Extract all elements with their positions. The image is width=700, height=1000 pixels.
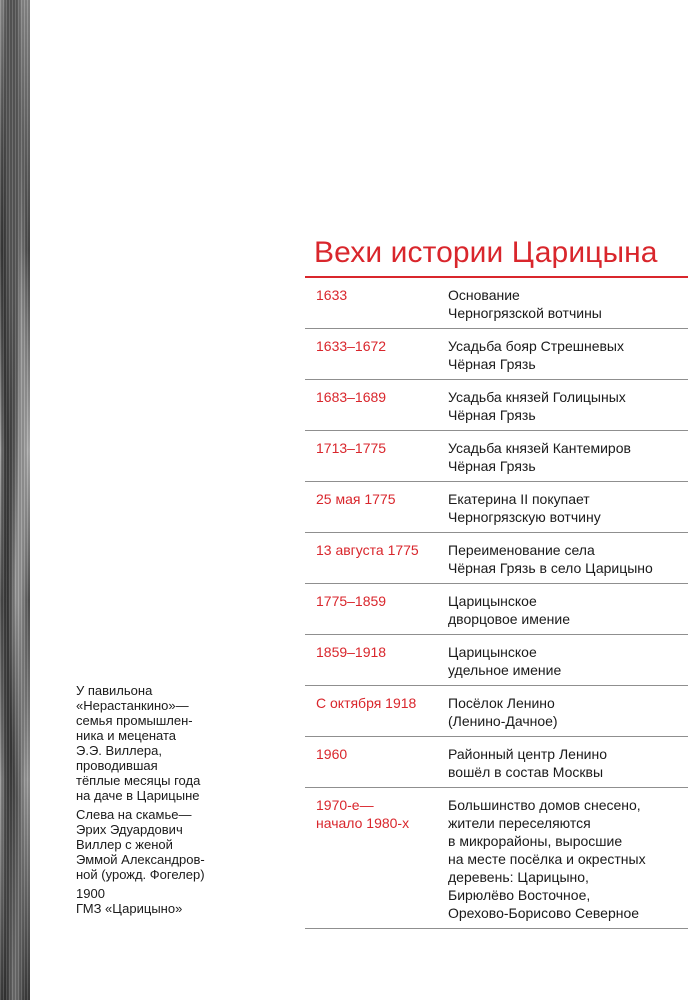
timeline-event-line: на месте посёлка и окрестных [448,851,646,867]
timeline-event-line: Черногрязской вотчины [448,305,602,321]
timeline-date: 25 мая 1775 [316,491,396,507]
timeline-event-line: Основание [448,287,520,303]
timeline-date: 1859–1918 [316,644,387,660]
timeline-row [305,635,688,686]
timeline-event-line: в микрорайоны, выросшие [448,833,623,849]
timeline-event-line: вошёл в состав Москвы [448,764,604,780]
timeline-event [448,490,688,526]
caption-line: Эрих Эдуардович [76,822,183,837]
timeline-event [448,694,688,730]
timeline-event [448,337,688,373]
timeline-event-line: жители переселяются [448,815,591,831]
caption-line: У павильона [76,683,153,698]
caption-line: Виллер с женой [76,837,173,852]
timeline-event-line: Усадьба князей Голицыных [448,389,626,405]
caption-paragraph [76,886,276,916]
timeline-event-line: Чёрная Грязь [448,458,536,474]
timeline-row [305,686,688,737]
timeline-event-line: деревень: Царицыно, [448,869,589,885]
caption-line: «Нерастанкино»— [76,698,189,713]
timeline-event-line: Черногрязскую вотчину [448,509,601,525]
timeline-row [305,278,688,329]
timeline-date: С октября 1918 [316,695,417,711]
timeline-event-line: Чёрная Грязь [448,407,536,423]
timeline-event [448,643,688,679]
caption-line: ГМЗ «Царицыно» [76,901,183,916]
caption-line: семья промышлен- [76,713,193,728]
caption-line: Э.Э. Виллера, [76,743,162,758]
caption-line: ной (урожд. Фогелер) [76,867,205,882]
timeline-row [305,431,688,482]
timeline-event [448,796,688,922]
timeline-date: 13 августа 1775 [316,542,419,558]
caption-line: Слева на скамье— [76,807,192,822]
timeline-row [305,380,688,431]
timeline-event-line: Большинство домов снесено, [448,797,641,813]
timeline-event-line: Районный центр Ленино [448,746,608,762]
caption-paragraph [76,683,276,803]
timeline-event-line: Чёрная Грязь в село Царицыно [448,560,653,576]
timeline-row [305,584,688,635]
timeline-event-line: Царицынское [448,644,537,660]
timeline-event-line: Орехово-Борисово Северное [448,905,640,921]
timeline-event [448,388,688,424]
timeline-event-line: Екатерина II покупает [448,491,590,507]
caption-line: 1900 [76,886,105,901]
timeline-date: 1633 [316,287,348,303]
timeline-row [305,788,688,929]
timeline-date: 1960 [316,746,348,762]
caption-line: проводившая [76,758,158,773]
timeline-event-line: Бирюлёво Восточное, [448,887,591,903]
timeline-row [305,329,688,380]
timeline-event-line: Посёлок Ленино [448,695,555,711]
timeline-event-line: Переименование села [448,542,595,558]
timeline-date: 1683–1689 [316,389,387,405]
timeline-row [305,482,688,533]
timeline-event-line: дворцовое имение [448,611,570,627]
timeline-event-line: удельное имение [448,662,562,678]
caption-line: Эммой Александров- [76,852,205,867]
timeline-date: 1970-е— начало 1980-х [316,797,410,831]
timeline-row [305,737,688,788]
timeline-table [305,278,688,929]
timeline-event [448,286,688,322]
timeline-event [448,439,688,475]
caption-line: на даче в Царицыне [76,788,200,803]
timeline-event-line: Усадьба бояр Стрешневых [448,338,624,354]
caption-line: тёплые месяцы года [76,773,201,788]
photo-edge [0,0,30,1000]
timeline-row [305,533,688,584]
photo-caption [76,683,276,920]
timeline-event-line: Усадьба князей Кантемиров [448,440,631,456]
timeline-event-line: Царицынское [448,593,537,609]
timeline-event [448,745,688,781]
page-title: Вехи истории Царицына [314,236,658,269]
timeline-date: 1775–1859 [316,593,387,609]
timeline-date: 1633–1672 [316,338,387,354]
timeline-event-line: (Ленино-Дачное) [448,713,558,729]
caption-paragraph [76,807,276,882]
timeline-date: 1713–1775 [316,440,387,456]
timeline-event-line: Чёрная Грязь [448,356,536,372]
timeline-event [448,541,688,577]
timeline-event [448,592,688,628]
caption-line: ника и мецената [76,728,176,743]
